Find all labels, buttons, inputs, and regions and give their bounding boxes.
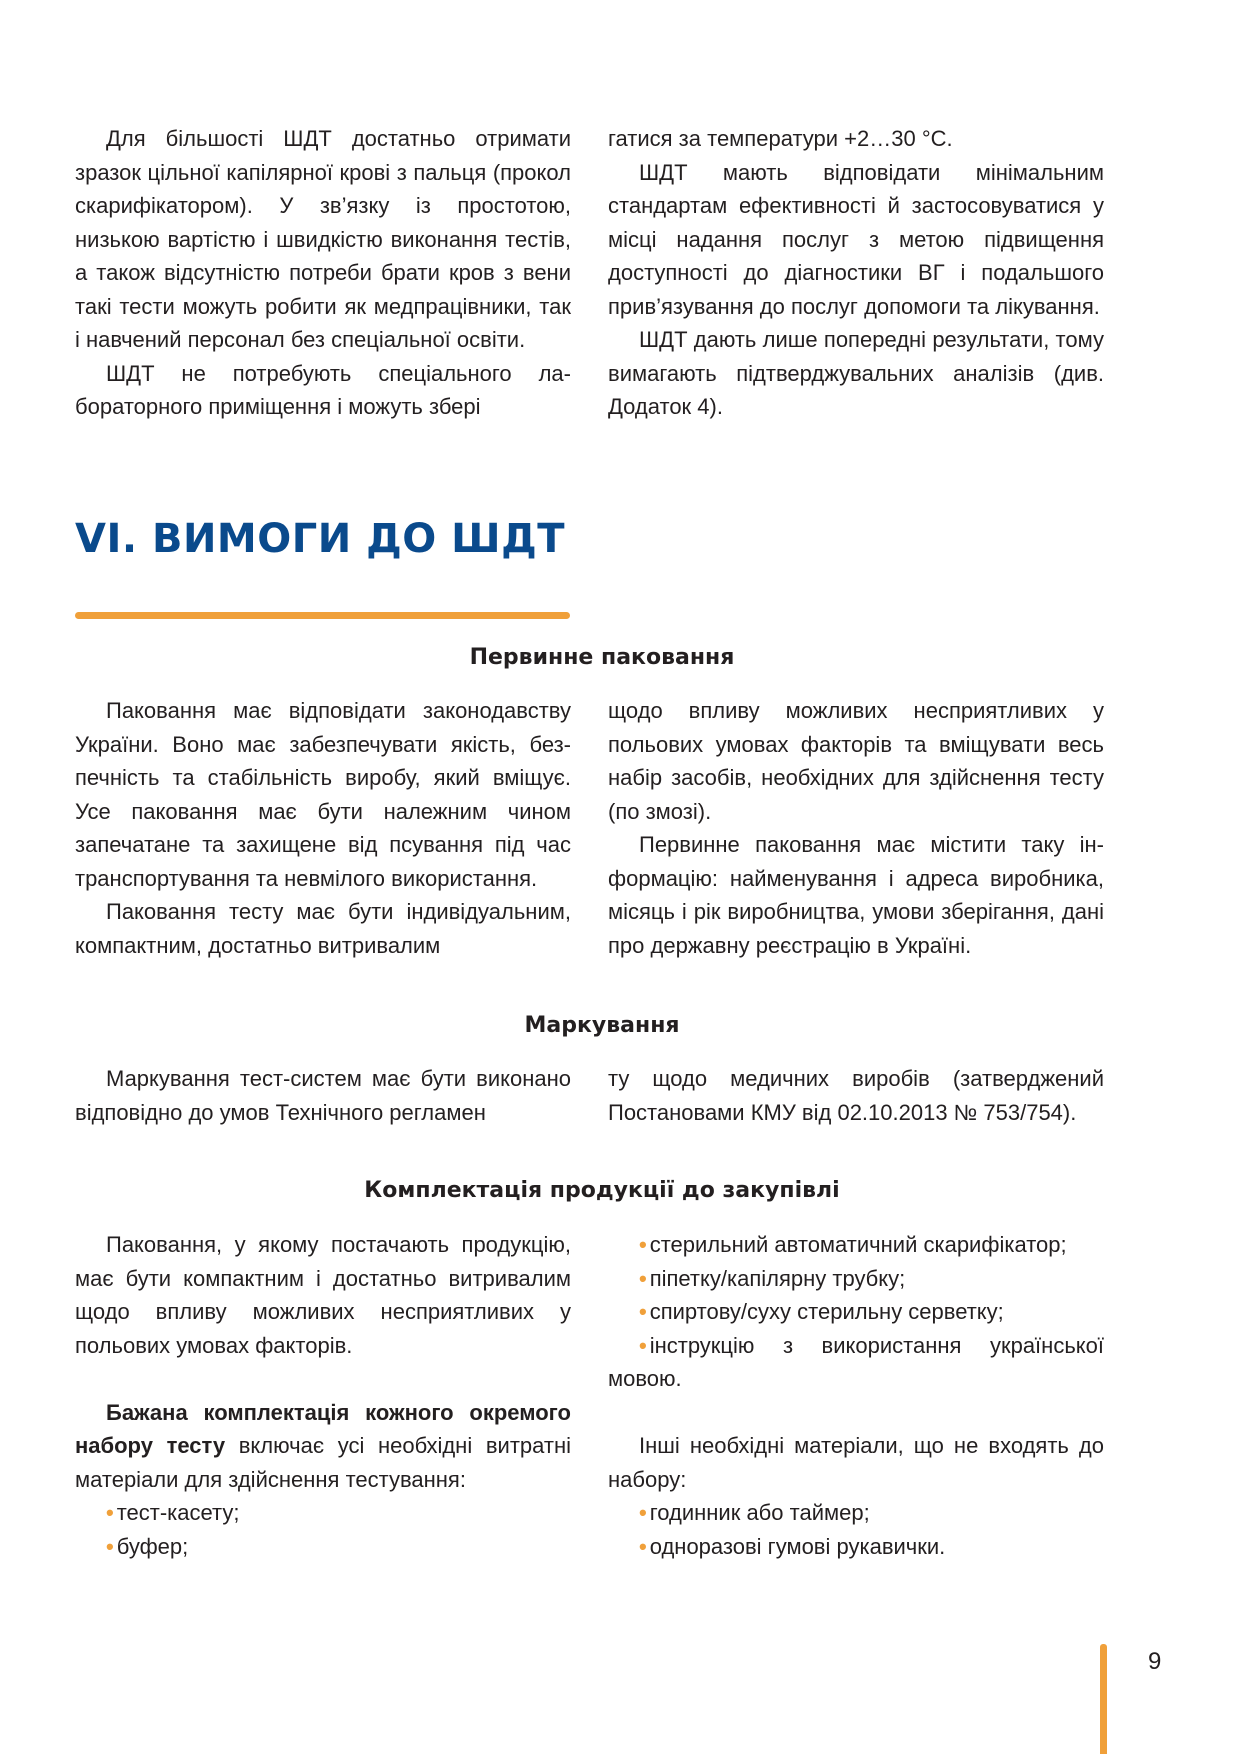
marking-title: Маркування bbox=[524, 1013, 680, 1038]
intro-paragraph: Для більшості ШДТ достатньо отримати зразок цільної капілярної крові з пальця (прокол скарифікатором). У зв’язку із простотою, низькою вартістю і швидкістю виконання тестів, а також відсутністю потреби брати кров з вени такі тести можуть робити як медпрацівники, так і навчений персонал без спеціальної освіти. bbox=[75, 126, 571, 352]
page-number-bar bbox=[1100, 1644, 1107, 1754]
packaging-right-column bbox=[608, 694, 1104, 962]
packaging-paragraph: Паковання має відповідати законодавству України. Воно має забезпечувати якість, безпечність та стабільність виробу, який вміщує. Усе паковання має бути належним чином запечатане та захищене від псування під час транспортування та невмілого використання. bbox=[75, 698, 571, 891]
kit-desired-bold: Бажана комплектація кожного окремого набору тесту bbox=[75, 1399, 571, 1458]
bullet-dot-icon: • bbox=[106, 1533, 114, 1559]
packaging-paragraph: Паковання тесту має бути індивідуальним, компактним, достатньо витривалим bbox=[75, 899, 571, 958]
kit-right-column bbox=[608, 1228, 1104, 1563]
list-item: • спиртову/суху стерильну серветку; bbox=[639, 1299, 1004, 1324]
bullet-dot-icon: • bbox=[639, 1500, 647, 1525]
kit-title: Комплектація продукції до закупівлі bbox=[364, 1178, 840, 1203]
intro-left-column bbox=[75, 122, 571, 424]
section-underline bbox=[75, 612, 570, 619]
list-item: • тест-касету; bbox=[106, 1500, 240, 1525]
section-title: VI. ВИМОГИ ДО ШДТ bbox=[75, 516, 566, 562]
intro-paragraph: ШДТ не потребують спеціального лабораторного приміщення і можуть збері bbox=[75, 360, 571, 419]
list-item: • стерильний автоматичний скарифікатор; bbox=[639, 1232, 1067, 1257]
bullet-dot-icon: • bbox=[639, 1332, 647, 1358]
bullet-dot-icon: • bbox=[639, 1299, 647, 1324]
list-item: • годинник або таймер; bbox=[639, 1500, 870, 1525]
list-item: • інструкцію з використання української мовою. bbox=[608, 1332, 1104, 1391]
kit-desired-rest: включає усі необхідні витратні матеріали для здійснення тестування: bbox=[75, 1433, 571, 1492]
page-number: 9 bbox=[1148, 1648, 1162, 1675]
intro-paragraph: гатися за температури +2…30 °С. bbox=[608, 126, 953, 151]
bullet-dot-icon: • bbox=[106, 1500, 114, 1525]
list-item: • піпетку/капілярну трубку; bbox=[639, 1265, 906, 1291]
kit-paragraph: Паковання, у якому постачають продукцію, має бути компактним і достатньо витривалим щодо впливу можливих несприятливих у польових умовах факторів. bbox=[75, 1232, 571, 1358]
kit-desired-paragraph bbox=[75, 1396, 571, 1497]
packaging-left-column bbox=[75, 694, 571, 962]
kit-other-list bbox=[608, 1496, 1104, 1563]
kit-other-paragraph: Інші необхідні матеріали, що не входять до набору: bbox=[608, 1433, 1104, 1492]
bullet-dot-icon: • bbox=[639, 1533, 647, 1559]
list-item: • одноразові гумові рукавички. bbox=[639, 1533, 946, 1559]
packaging-paragraph: Первинне паковання має містити таку інформацію: найменування і адреса виробника, місяць і рік виробництва, умови зберігання, дані про державну реєстрацію в Україні. bbox=[608, 832, 1104, 958]
list-item: • буфер; bbox=[106, 1533, 189, 1559]
bullet-dot-icon: • bbox=[639, 1265, 647, 1291]
kit-left-list bbox=[75, 1496, 571, 1563]
marking-paragraph: ту щодо медичних виробів (затверджений Постановами КМУ від 02.10.2013 № 753/754). bbox=[608, 1066, 1104, 1125]
kit-right-list bbox=[608, 1228, 1104, 1396]
bullet-dot-icon: • bbox=[639, 1232, 647, 1257]
intro-paragraph: ШДТ дають лише попередні результати, тому вимагають підтверджувальних аналізів (див. Додаток 4). bbox=[608, 327, 1104, 419]
marking-right-column bbox=[608, 1062, 1104, 1129]
kit-left-column bbox=[75, 1228, 571, 1563]
intro-right-column bbox=[608, 122, 1104, 424]
packaging-paragraph: щодо впливу можливих несприятливих у польових умовах факторів та вміщувати весь набір засобів, необхідних для здійснення тесту (по змозі). bbox=[608, 698, 1104, 824]
packaging-title: Первинне паковання bbox=[469, 645, 735, 670]
intro-paragraph: ШДТ мають відповідати мінімальним стандартам ефективності й застосовуватися у місці надання послуг з метою підвищення доступності до діагностики ВГ і подальшого прив’язування до послуг допомоги та лікування. bbox=[608, 159, 1104, 319]
marking-paragraph: Маркування тест-систем має бути виконано відповідно до умов Технічного регламен bbox=[75, 1066, 571, 1125]
marking-left-column bbox=[75, 1062, 571, 1129]
